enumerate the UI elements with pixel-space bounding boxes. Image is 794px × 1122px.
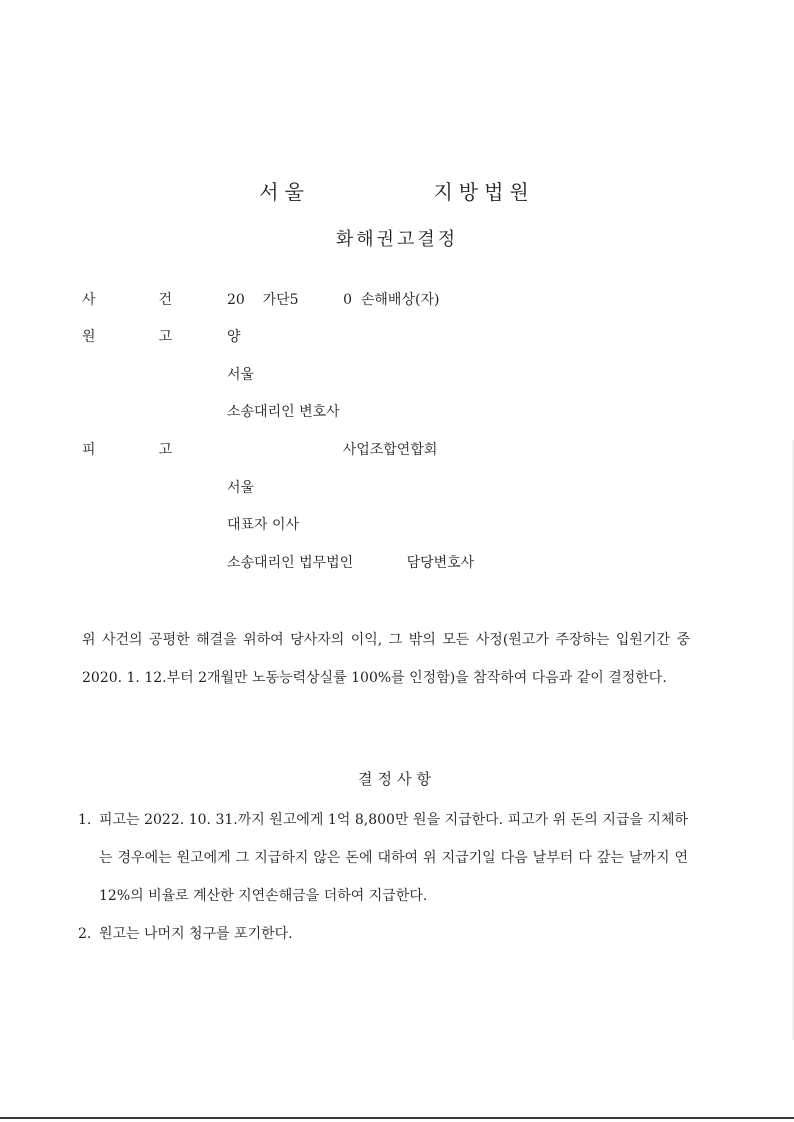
defendant-label: 피 고 bbox=[82, 442, 172, 458]
scan-bottom-edge bbox=[0, 1117, 794, 1119]
defendant-representative-row bbox=[0, 514, 794, 536]
decision-item-text: 피고는 2022. 10. 31.까지 원고에게 1억 8,800만 원을 지급한다. 피고가 위 돈의 지급을 지체하는 경우에는 원고에게 그 지급하지 않은 돈에 대하여 위 지급기일 다음 날부터 다 갚는 날까지 연 12%의 비율로 계산한 지연손해금을 더하여 지급한다. bbox=[99, 812, 688, 904]
document-title: 화해권고결정 bbox=[335, 229, 459, 250]
decision-item bbox=[78, 915, 688, 953]
plaintiff-label: 원 고 bbox=[82, 329, 172, 345]
decision-item-number: 1. bbox=[78, 812, 92, 828]
decision-item bbox=[78, 801, 688, 915]
defendant-address-row bbox=[0, 477, 794, 499]
decision-item-number: 2. bbox=[78, 926, 92, 942]
case-number: 20 가단5 0 손해배상(자) bbox=[227, 292, 440, 308]
plaintiff-address: 서울 bbox=[227, 367, 255, 383]
case-label: 사 건 bbox=[82, 292, 172, 308]
plaintiff-name: 양 bbox=[227, 329, 241, 345]
case-row bbox=[0, 289, 794, 311]
decision-item-text: 원고는 나머지 청구를 포기한다. bbox=[99, 926, 293, 942]
decision-reason: 위 사건의 공평한 해결을 위하여 당사자의 이익, 그 밖의 모든 사정(원고가 주장하는 입원기간 중 2020. 1. 12.부터 2개월만 노동능력상실률 100%를 인정함)을 참작하여 다음과 같이 결정한다. bbox=[82, 632, 690, 686]
plaintiff-row bbox=[0, 326, 794, 348]
decision-section-title: 결정사항 bbox=[358, 770, 436, 788]
defendant-attorney: 소송대리인 법무법인 담당변호사 bbox=[227, 555, 475, 571]
court-name: 서울 지방법원 bbox=[259, 180, 535, 204]
defendant-address: 서울 bbox=[227, 480, 255, 496]
defendant-name: 사업조합연합회 bbox=[227, 442, 438, 458]
plaintiff-attorney: 소송대리인 변호사 bbox=[227, 404, 340, 420]
defendant-representative: 대표자 이사 bbox=[227, 517, 300, 533]
defendant-row bbox=[0, 439, 794, 461]
defendant-attorney-row bbox=[0, 552, 794, 574]
plaintiff-address-row bbox=[0, 364, 794, 386]
plaintiff-attorney-row bbox=[0, 401, 794, 423]
